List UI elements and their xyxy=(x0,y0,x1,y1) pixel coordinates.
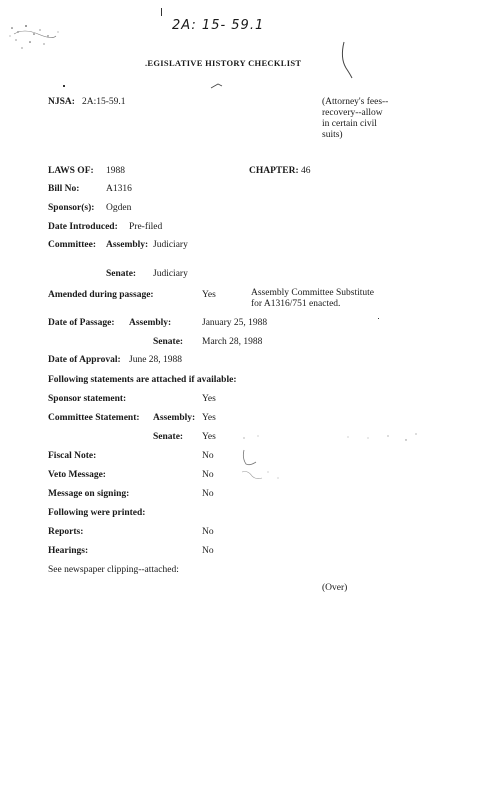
passage-senate-value: March 28, 1988 xyxy=(202,337,263,347)
fiscal-note-value: No xyxy=(202,451,214,461)
committee-statement-label: Committee Statement: xyxy=(48,413,140,423)
reports-value: No xyxy=(202,527,214,537)
amended-value: Yes xyxy=(202,290,216,300)
scan-noise-graphic xyxy=(4,22,74,62)
reports-label: Reports: xyxy=(48,527,84,537)
statement-senate-label: Senate: xyxy=(153,432,184,442)
date-introduced-label: Date Introduced: xyxy=(48,222,118,232)
page-title: .EGISLATIVE HISTORY CHECKLIST xyxy=(145,58,302,68)
over-note: (Over) xyxy=(322,583,348,593)
committee-senate-label: Senate: xyxy=(106,269,137,279)
description-line-3: in certain civil xyxy=(322,119,377,129)
handwritten-note: 2A: 15- 59.1 xyxy=(172,18,265,33)
hearings-label: Hearings: xyxy=(48,546,89,556)
sponsor-statement-label: Sponsor statement: xyxy=(48,394,127,404)
committee-label: Committee: xyxy=(48,240,97,250)
description-line-1: (Attorney's fees-- xyxy=(322,97,389,107)
njsa-label: NJSA: xyxy=(48,97,75,107)
description-line-2: recovery--allow xyxy=(322,108,383,118)
tick-mark xyxy=(161,8,162,16)
description-line-4: suits) xyxy=(322,130,343,140)
amended-note-line-1: Assembly Committee Substitute xyxy=(251,288,374,298)
bill-no-label: Bill No: xyxy=(48,184,80,194)
hearings-value: No xyxy=(202,546,214,556)
passage-assembly-label: Assembly: xyxy=(129,318,172,328)
faint-scan-marks xyxy=(238,428,438,498)
message-on-signing-value: No xyxy=(202,489,214,499)
small-mark xyxy=(210,82,224,90)
dot-mark xyxy=(63,85,65,87)
sponsors-value: Ogden xyxy=(106,203,132,213)
chapter-value: 46 xyxy=(301,166,311,176)
date-of-approval-value: June 28, 1988 xyxy=(129,355,183,365)
committee-assembly-value: Judiciary xyxy=(153,240,188,250)
amended-label: Amended during passage: xyxy=(48,290,154,300)
fiscal-note-label: Fiscal Note: xyxy=(48,451,97,461)
veto-message-label: Veto Message: xyxy=(48,470,106,480)
committee-senate-value: Judiciary xyxy=(153,269,188,279)
printed-heading: Following were printed: xyxy=(48,508,146,518)
chapter-label: CHAPTER: xyxy=(249,166,299,176)
statement-senate-value: Yes xyxy=(202,432,216,442)
bill-no-value: A1316 xyxy=(106,184,132,194)
laws-of-label: LAWS OF: xyxy=(48,166,94,176)
committee-assembly-label: Assembly: xyxy=(106,240,149,250)
sponsor-statement-value: Yes xyxy=(202,394,216,404)
attached-heading: Following statements are attached if available: xyxy=(48,375,237,385)
statement-assembly-value: Yes xyxy=(202,413,216,423)
speck-mark xyxy=(378,318,379,319)
passage-assembly-value: January 25, 1988 xyxy=(202,318,268,328)
passage-senate-label: Senate: xyxy=(153,337,184,347)
date-of-approval-label: Date of Approval: xyxy=(48,355,121,365)
newspaper-note: See newspaper clipping--attached: xyxy=(48,565,179,575)
amended-note-line-2: for A1316/751 enacted. xyxy=(251,299,341,309)
message-on-signing-label: Message on signing: xyxy=(48,489,130,499)
laws-of-value: 1988 xyxy=(106,166,125,176)
date-of-passage-label: Date of Passage: xyxy=(48,318,115,328)
statement-assembly-label: Assembly: xyxy=(153,413,196,423)
njsa-value: 2A:15-59.1 xyxy=(82,97,126,107)
veto-message-value: No xyxy=(202,470,214,480)
bracket-mark xyxy=(338,40,358,80)
sponsors-label: Sponsor(s): xyxy=(48,203,95,213)
date-introduced-value: Pre-filed xyxy=(129,222,163,232)
